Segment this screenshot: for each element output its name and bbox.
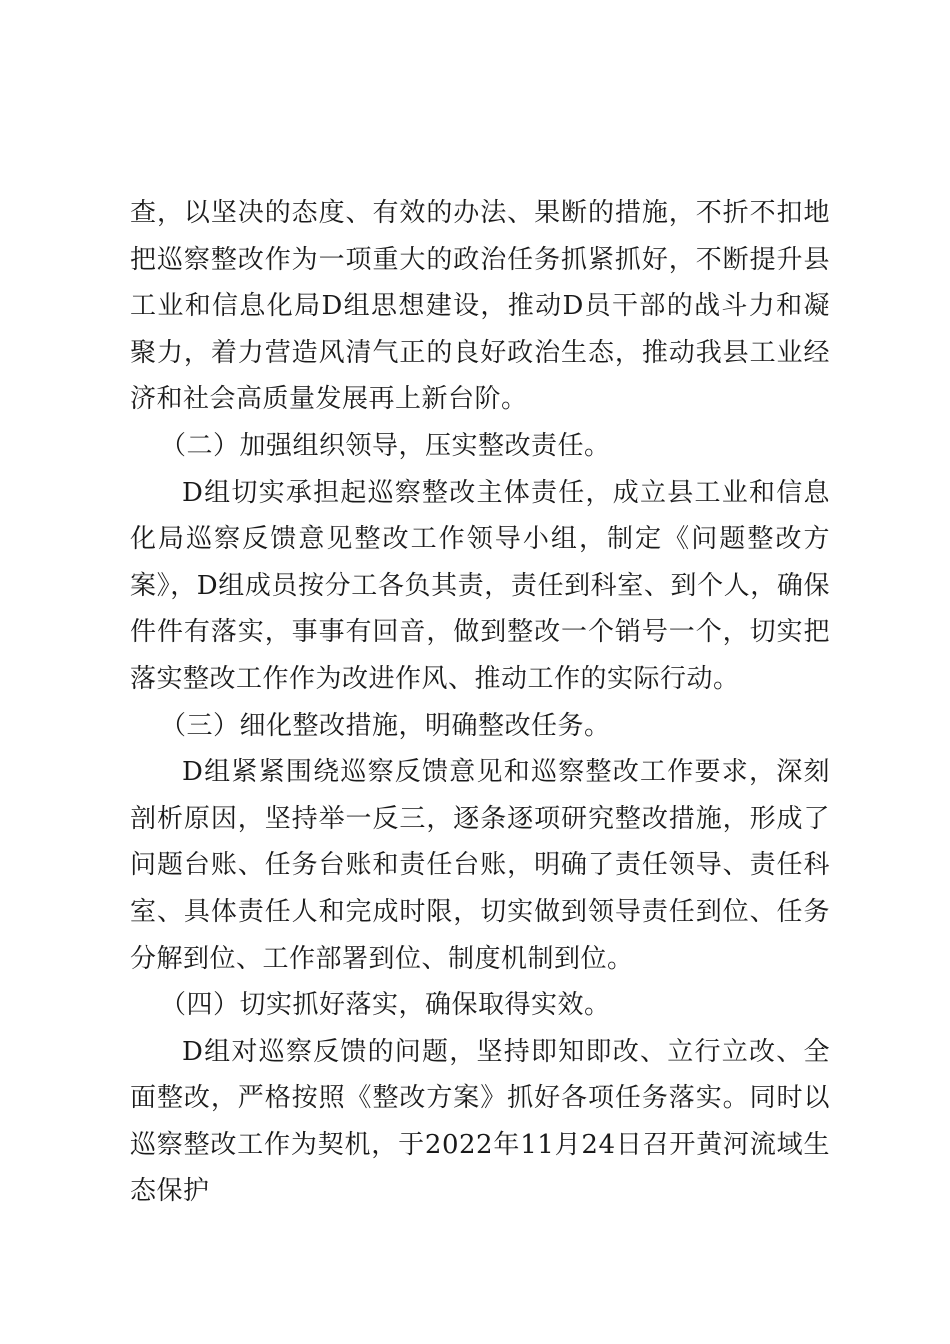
section-heading-3: （三）细化整改措施，明确整改任务。	[160, 710, 611, 741]
section-heading-4: （四）切实抓好落实，确保取得实效。	[160, 990, 611, 1021]
document-body	[130, 190, 830, 1215]
paragraph-section-4: D组对巡察反馈的问题，坚持即知即改、立行立改、全面整改，严格按照《整改方案》抓好各项任务落实。同时以巡察整改工作为契机，于2022年11月24日召开黄河流域生态保护	[130, 1036, 830, 1207]
paragraph-section-3: D组紧紧围绕巡察反馈意见和巡察整改工作要求，深刻剖析原因，坚持举一反三，逐条逐项研究整改措施，形成了问题台账、任务台账和责任台账，明确了责任领导、责任科室、具体责任人和完成时限，切实做到领导责任到位、任务分解到位、工作部署到位、制度机制到位。	[130, 757, 830, 974]
paragraph-continuation: 查，以坚决的态度、有效的办法、果断的措施，不折不扣地把巡察整改作为一项重大的政治任务抓紧抓好，不断提升县工业和信息化局D组思想建设，推动D员干部的战斗力和凝聚力，着力营造风清气正的良好政治生态，推动我县工业经济和社会高质量发展再上新台阶。	[130, 198, 830, 415]
section-heading-2: （二）加强组织领导，压实整改责任。	[160, 430, 611, 461]
paragraph-section-2: D组切实承担起巡察整改主体责任，成立县工业和信息化局巡察反馈意见整改工作领导小组，制定《问题整改方案》，D组成员按分工各负其责，责任到科室、到个人，确保件件有落实，事事有回音，做到整改一个销号一个，切实把落实整改工作作为改进作风、推动工作的实际行动。	[130, 477, 830, 694]
